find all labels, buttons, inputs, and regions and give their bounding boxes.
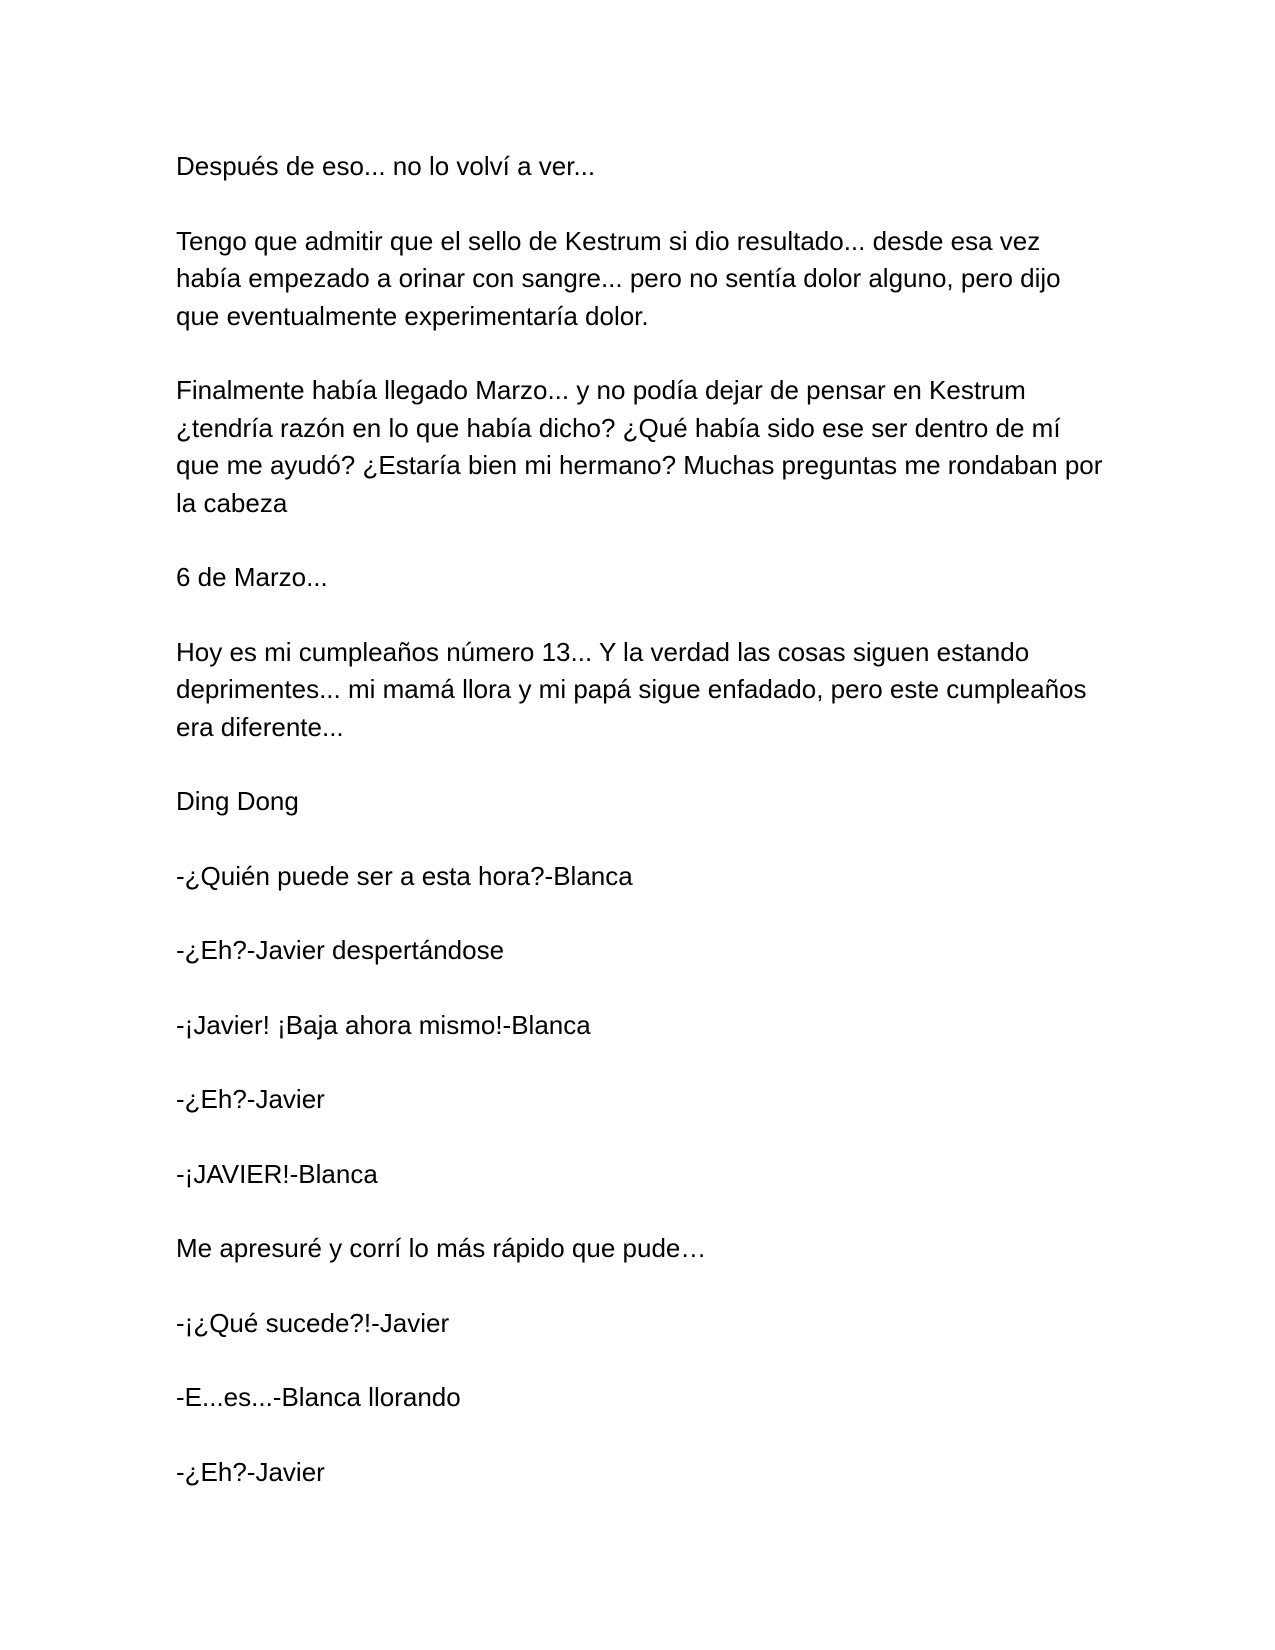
dialogue-line: -¿Quién puede ser a esta hora?-Blanca xyxy=(176,860,633,891)
dialogue-line: -¡¿Qué sucede?!-Javier xyxy=(176,1307,450,1338)
paragraph: Después de eso... no lo volví a ver... xyxy=(176,151,596,181)
paragraph: Finalmente había llegado Marzo... y no podía dejar de pensar en Kestrum ¿tendría razón en lo que había dicho? ¿Qué había sido ese ser dentro de mí que me ayudó? ¿Estaría bien mi hermano? Muchas preguntas me rondaban por la cabeza xyxy=(176,375,1103,518)
text-body xyxy=(176,148,1106,1528)
paragraph: Me apresuré y corrí lo más rápido que pude… xyxy=(176,1233,707,1263)
dialogue-line: -¡JAVIER!-Blanca xyxy=(176,1158,378,1189)
dialogue-line: -¿Eh?-Javier despertándose xyxy=(176,935,505,965)
paragraph: 6 de Marzo... xyxy=(176,562,328,592)
dialogue-line: -¿Eh?-Javier xyxy=(176,1456,325,1487)
dialogue-line: -¿Eh?-Javier xyxy=(176,1084,325,1114)
paragraph: Tengo que admitir que el sello de Kestrum si dio resultado... desde esa vez había empezado a orinar con sangre... pero no sentía dolor alguno, pero dijo que eventualmente experimentaría dolor. xyxy=(176,225,1061,331)
paragraph: Ding Dong xyxy=(176,786,299,816)
dialogue-line: -¡Javier! ¡Baja ahora mismo!-Blanca xyxy=(176,1009,591,1040)
paragraph: Hoy es mi cumpleaños número 13... Y la verdad las cosas siguen estando deprimentes... mi mamá llora y mi papá sigue enfadado, pero este cumpleaños era diferente... xyxy=(176,636,1087,742)
dialogue-line: -E...es...-Blanca llorando xyxy=(176,1382,461,1412)
